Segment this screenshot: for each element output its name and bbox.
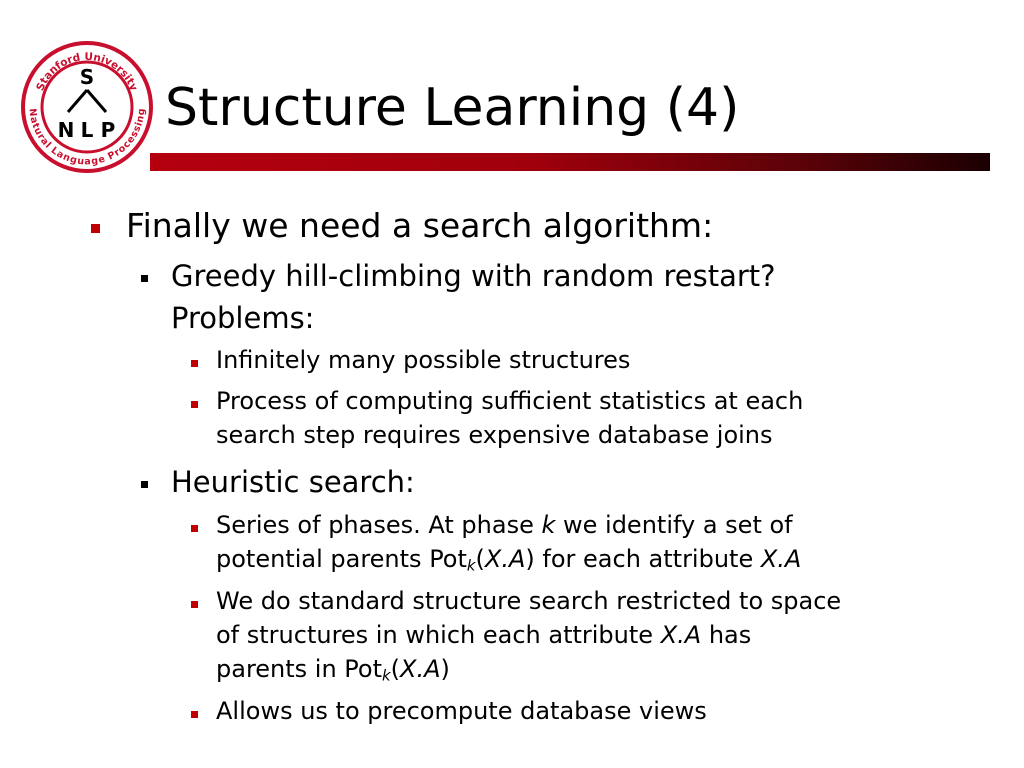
bullet-l2: Heuristic search: [171,465,415,499]
logo-letter-l: L [80,118,94,142]
bullet-l3-line1: Process of computing sufficient statistics at each [216,387,804,415]
logo-letter-s: S [79,65,95,89]
bullet-marker-l3 [191,601,198,608]
bullet-l3-line1: We do standard structure search restricted to space [216,587,842,615]
bullet-l3-line2: potential parents Pot$_k$(X.A) for each attribute X.A [216,545,802,575]
bullet-marker-l3 [191,360,198,367]
bullet-l3-line1: Series of phases. At phase k we identify a set of [216,511,793,539]
logo-letter-n: N [57,118,75,142]
bullet-marker-l3 [191,525,198,532]
bullet-l1: Finally we need a search algorithm: [126,206,714,245]
bullet-l3: Infinitely many possible structures [216,346,631,374]
bullet-marker-l3 [191,711,198,718]
bullet-l2-line1: Greedy hill-climbing with random restart? [171,259,776,293]
bullet-l3-line2: of structures in which each attribute X.A has [216,621,752,649]
logo-letter-p: P [100,118,116,142]
bullet-l2-line2: Problems: [171,301,315,335]
bullet-marker-l1 [91,224,100,233]
slide-title: Structure Learning (4) [165,78,740,138]
logo-ring-text-top: Stanford University [34,50,140,93]
bullet-l3: Allows us to precompute database views [216,697,707,725]
bullet-marker-l3 [191,401,198,408]
bullet-marker-l2 [141,275,148,282]
bullet-l3-line2: search step requires expensive database joins [216,421,773,449]
logo-ring-text-bottom: Natural Language Processing [26,107,148,168]
bullet-l3-line3: parents in Pot$_k$(X.A) [216,655,450,685]
bullet-marker-l2 [141,481,148,488]
